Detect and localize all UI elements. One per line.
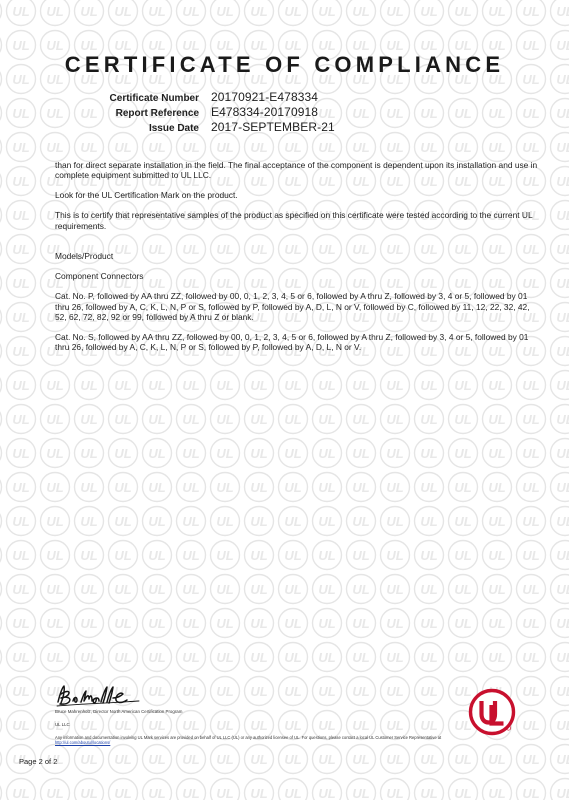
disclaimer (55, 735, 445, 746)
ul-logo (468, 688, 516, 736)
certificate-title: CERTIFICATE OF COMPLIANCE (64, 52, 505, 77)
meta-label: Issue Date (148, 123, 199, 134)
catalog-p-description: Cat. No. P, followed by AA thru ZZ, followed by 00, 0, 1, 2, 3, 4, 5 or 6, followed by A thru Z, followed by 3, 4 or 5, followed by 01 thru 26, followed by A, C, K, L, N, P or S, followed by P, followed by A, D, L, N or V, followed by C, followed by 11, 12, 22, 32, 42, 52, 62, 72, 82, 92 or 99, followed by A thru Z or blank. (55, 291, 530, 323)
paragraph-certify: This is to certify that representative samples of the product as specified on this certificate were tested according to the current UL requirements. (55, 210, 533, 231)
handwritten-signature (55, 682, 145, 708)
locations-link[interactable]: http://ul.com/aboutul/locations/ (55, 740, 111, 746)
signer-organization: UL LLC (55, 722, 70, 727)
meta-label: Report Reference (115, 108, 199, 119)
meta-row-issue-date (0, 120, 569, 135)
paragraph-acceptance: than for direct separate installation in the field. The final acceptance of the component is dependent upon its installation and use in complete equipment submitted to UL LLC. (55, 160, 538, 181)
catalog-s-description: Cat. No. S, followed by AA thru ZZ, followed by 00, 0, 1, 2, 3, 4, 5 or 6, followed by A thru Z, followed by 3, 4 or 5, followed by 01 thru 26, followed by A, C, K, L, N, P or S, followed by P, followed by A, D, L, N or V. (55, 332, 529, 353)
models-product-heading: Models/Product (55, 251, 114, 262)
certificate-body (55, 160, 543, 362)
signature-block (55, 682, 445, 746)
issue-date-value: 2017-SEPTEMBER-21 (211, 120, 335, 134)
report-reference-value: E478334-20170918 (211, 105, 319, 119)
meta-row-certificate-number (0, 90, 569, 105)
signer-name: Bruce Mahrenholz, Director North American Certification Program (55, 709, 183, 714)
meta-row-report-reference (0, 105, 569, 120)
certificate-meta (0, 90, 569, 135)
product-category: Component Connectors (55, 271, 144, 282)
paragraph-look-for-mark: Look for the UL Certification Mark on the product. (55, 190, 238, 201)
certificate-number-value: 20170921-E478334 (211, 90, 319, 104)
page-number: Page 2 of 2 (19, 757, 58, 766)
disclaimer-text: Any information and documentation involving UL Mark services are provided on behalf of UL LLC (UL) or any authorized licensee of UL. For questions, please contact a local UL Customer Service Representative at (55, 735, 442, 740)
meta-label: Certificate Number (109, 93, 199, 104)
